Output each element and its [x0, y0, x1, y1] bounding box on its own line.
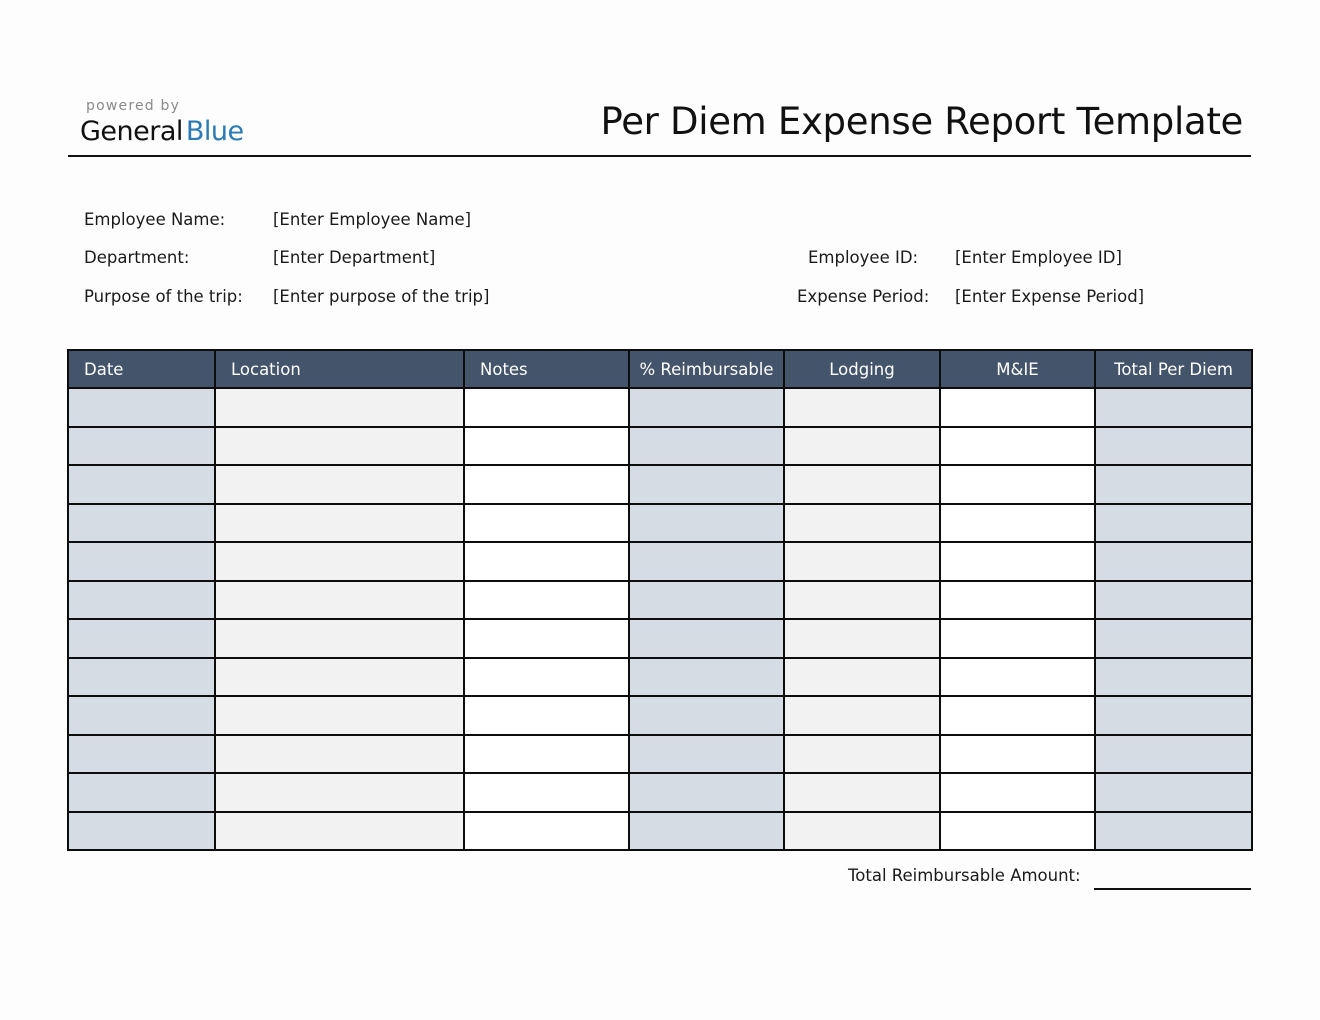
- cell-lodging[interactable]: [784, 773, 940, 812]
- cell-location[interactable]: [215, 619, 464, 658]
- employee-name-field[interactable]: [Enter Employee Name]: [273, 210, 472, 229]
- expense-period-field[interactable]: [Enter Expense Period]: [955, 287, 1145, 306]
- col-lodging: Lodging: [784, 350, 940, 388]
- cell-total-per-diem[interactable]: [1095, 773, 1252, 812]
- cell-location[interactable]: [215, 465, 464, 504]
- total-reimbursable-label: Total Reimbursable Amount:: [848, 866, 1081, 885]
- table-row: [68, 542, 1252, 581]
- cell-mie[interactable]: [940, 581, 1095, 620]
- cell-mie[interactable]: [940, 427, 1095, 466]
- cell-location[interactable]: [215, 388, 464, 427]
- department-label: Department:: [84, 248, 190, 267]
- cell-mie[interactable]: [940, 619, 1095, 658]
- cell-date[interactable]: [68, 812, 215, 851]
- cell-location[interactable]: [215, 581, 464, 620]
- cell-reimbursable[interactable]: [629, 619, 784, 658]
- table-row: [68, 427, 1252, 466]
- table-row: [68, 581, 1252, 620]
- cell-date[interactable]: [68, 427, 215, 466]
- cell-date[interactable]: [68, 542, 215, 581]
- cell-total-per-diem[interactable]: [1095, 542, 1252, 581]
- cell-location[interactable]: [215, 658, 464, 697]
- cell-total-per-diem[interactable]: [1095, 427, 1252, 466]
- cell-lodging[interactable]: [784, 504, 940, 543]
- table-row: [68, 773, 1252, 812]
- col-location: Location: [215, 350, 464, 388]
- cell-notes[interactable]: [464, 504, 629, 543]
- cell-notes[interactable]: [464, 619, 629, 658]
- cell-lodging[interactable]: [784, 388, 940, 427]
- cell-lodging[interactable]: [784, 735, 940, 774]
- table-row: [68, 504, 1252, 543]
- cell-reimbursable[interactable]: [629, 812, 784, 851]
- title-divider: [68, 155, 1251, 157]
- col-date: Date: [68, 350, 215, 388]
- cell-date[interactable]: [68, 619, 215, 658]
- cell-notes[interactable]: [464, 696, 629, 735]
- cell-reimbursable[interactable]: [629, 504, 784, 543]
- col-total-per-diem: Total Per Diem: [1095, 350, 1252, 388]
- cell-date[interactable]: [68, 696, 215, 735]
- department-field[interactable]: [Enter Department]: [273, 248, 436, 267]
- cell-notes[interactable]: [464, 773, 629, 812]
- brand-logo: [80, 116, 244, 147]
- cell-lodging[interactable]: [784, 619, 940, 658]
- cell-mie[interactable]: [940, 812, 1095, 851]
- purpose-label: Purpose of the trip:: [84, 287, 243, 306]
- cell-mie[interactable]: [940, 465, 1095, 504]
- cell-total-per-diem[interactable]: [1095, 735, 1252, 774]
- total-reimbursable-field[interactable]: [1094, 888, 1251, 890]
- table-body: [68, 388, 1252, 850]
- cell-lodging[interactable]: [784, 427, 940, 466]
- cell-total-per-diem[interactable]: [1095, 619, 1252, 658]
- cell-reimbursable[interactable]: [629, 696, 784, 735]
- cell-total-per-diem[interactable]: [1095, 465, 1252, 504]
- cell-mie[interactable]: [940, 658, 1095, 697]
- purpose-field[interactable]: [Enter purpose of the trip]: [273, 287, 490, 306]
- table-row: [68, 465, 1252, 504]
- brand-general: General: [80, 116, 183, 147]
- cell-location[interactable]: [215, 773, 464, 812]
- cell-notes[interactable]: [464, 658, 629, 697]
- cell-location[interactable]: [215, 504, 464, 543]
- cell-lodging[interactable]: [784, 581, 940, 620]
- per-diem-table: [67, 349, 1253, 851]
- cell-mie[interactable]: [940, 696, 1095, 735]
- employee-id-label: Employee ID:: [808, 248, 919, 267]
- cell-total-per-diem[interactable]: [1095, 388, 1252, 427]
- cell-notes[interactable]: [464, 735, 629, 774]
- employee-id-field[interactable]: [Enter Employee ID]: [955, 248, 1122, 267]
- cell-total-per-diem[interactable]: [1095, 696, 1252, 735]
- cell-notes[interactable]: [464, 388, 629, 427]
- table-row: [68, 388, 1252, 427]
- page-title: Per Diem Expense Report Template: [600, 100, 1243, 143]
- cell-reimbursable[interactable]: [629, 542, 784, 581]
- cell-date[interactable]: [68, 581, 215, 620]
- col-reimbursable: % Reimbursable: [629, 350, 784, 388]
- cell-reimbursable[interactable]: [629, 581, 784, 620]
- cell-mie[interactable]: [940, 773, 1095, 812]
- cell-reimbursable[interactable]: [629, 427, 784, 466]
- table-row: [68, 812, 1252, 851]
- cell-mie[interactable]: [940, 388, 1095, 427]
- cell-total-per-diem[interactable]: [1095, 812, 1252, 851]
- cell-location[interactable]: [215, 542, 464, 581]
- table-header-row: [68, 350, 1252, 388]
- table-row: [68, 735, 1252, 774]
- employee-name-label: Employee Name:: [84, 210, 226, 229]
- cell-date[interactable]: [68, 465, 215, 504]
- cell-total-per-diem[interactable]: [1095, 581, 1252, 620]
- cell-lodging[interactable]: [784, 658, 940, 697]
- col-notes: Notes: [464, 350, 629, 388]
- cell-notes[interactable]: [464, 812, 629, 851]
- cell-lodging[interactable]: [784, 696, 940, 735]
- cell-date[interactable]: [68, 773, 215, 812]
- cell-mie[interactable]: [940, 735, 1095, 774]
- brand-blue: Blue: [185, 116, 244, 147]
- cell-date[interactable]: [68, 735, 215, 774]
- cell-date[interactable]: [68, 388, 215, 427]
- cell-notes[interactable]: [464, 581, 629, 620]
- cell-lodging[interactable]: [784, 812, 940, 851]
- cell-reimbursable[interactable]: [629, 388, 784, 427]
- cell-total-per-diem[interactable]: [1095, 504, 1252, 543]
- table-row: [68, 619, 1252, 658]
- expense-period-label: Expense Period:: [797, 287, 930, 306]
- table-row: [68, 658, 1252, 697]
- cell-date[interactable]: [68, 504, 215, 543]
- cell-date[interactable]: [68, 658, 215, 697]
- cell-location[interactable]: [215, 812, 464, 851]
- cell-notes[interactable]: [464, 542, 629, 581]
- cell-reimbursable[interactable]: [629, 773, 784, 812]
- col-mie: M&IE: [940, 350, 1095, 388]
- cell-reimbursable[interactable]: [629, 658, 784, 697]
- cell-location[interactable]: [215, 696, 464, 735]
- powered-by-label: powered by: [86, 98, 181, 114]
- cell-location[interactable]: [215, 735, 464, 774]
- cell-mie[interactable]: [940, 542, 1095, 581]
- cell-notes[interactable]: [464, 427, 629, 466]
- cell-reimbursable[interactable]: [629, 735, 784, 774]
- cell-notes[interactable]: [464, 465, 629, 504]
- table-row: [68, 696, 1252, 735]
- cell-location[interactable]: [215, 427, 464, 466]
- cell-mie[interactable]: [940, 504, 1095, 543]
- cell-lodging[interactable]: [784, 465, 940, 504]
- cell-total-per-diem[interactable]: [1095, 658, 1252, 697]
- cell-reimbursable[interactable]: [629, 465, 784, 504]
- cell-lodging[interactable]: [784, 542, 940, 581]
